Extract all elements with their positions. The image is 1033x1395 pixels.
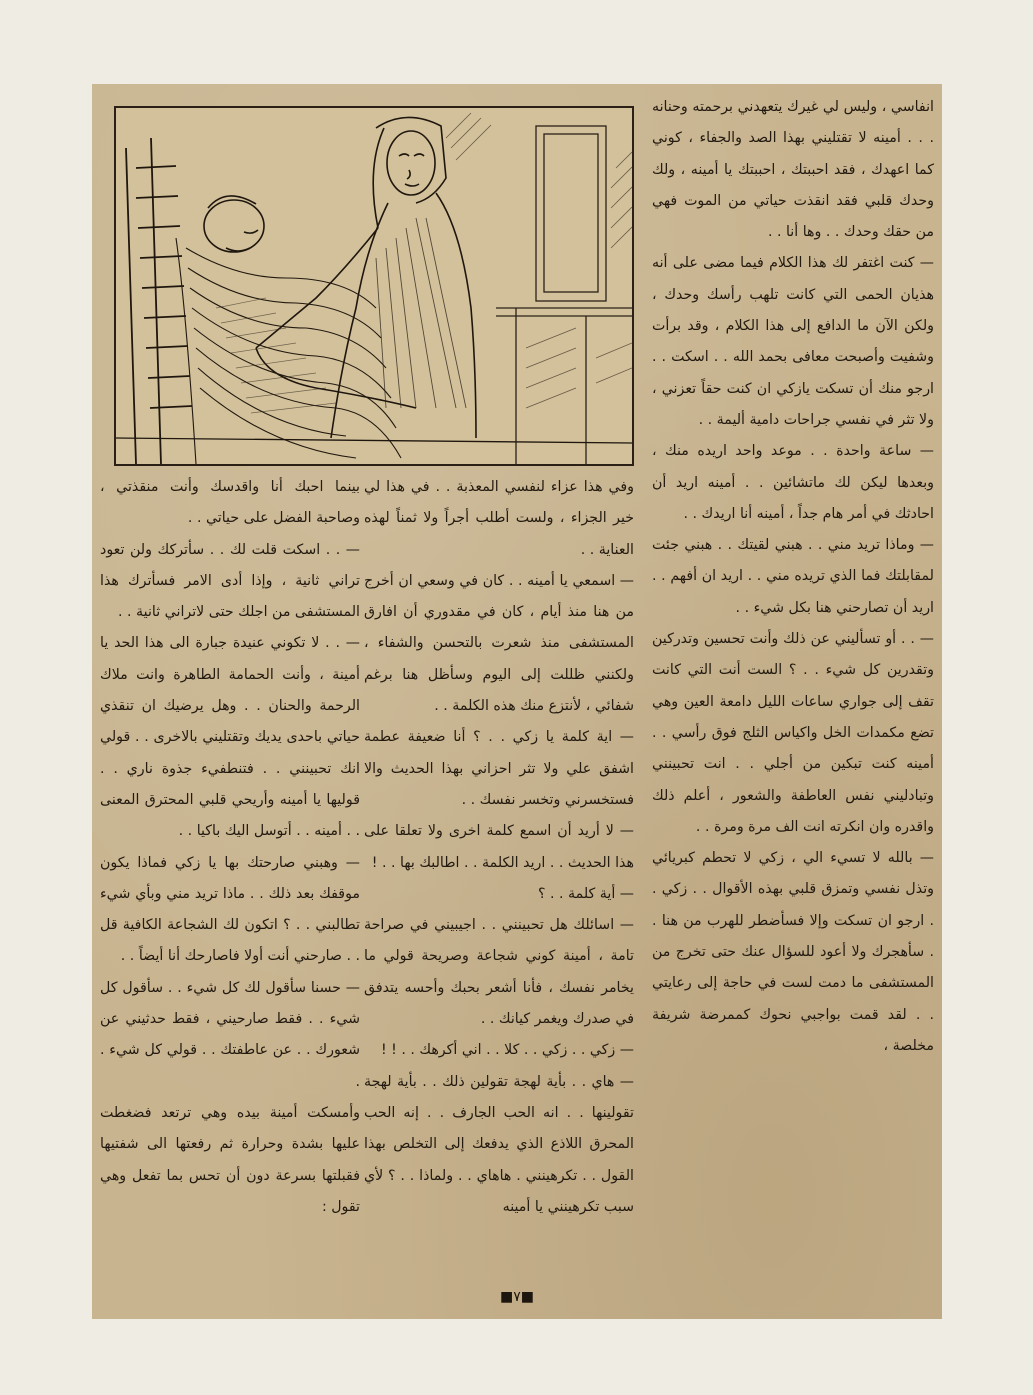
- paragraph: — اسمعي يا أمينه . . كان في وسعي ان أخرج من هنا منذ أيام ، كان في مقدوري أن افارق المستشفى منذ شعرت بالتحسن والشفاء ، ولكنني ظللت إلى اليوم وسأظل هنا برغم شفائي ، لأنتزع منك هذه الكلمة . .: [364, 572, 634, 715]
- paragraph: — اية كلمة يا زكي . . ؟ أنا ضعيفة عطمة اشفق علي ولا تثر احزاني بهذا الحديث والا فستخسرني وتخسر نفسك . .: [364, 729, 634, 808]
- text-column-left: [100, 472, 360, 1223]
- text-column-right: [652, 92, 934, 1062]
- nurse-and-patient-sketch: [116, 108, 632, 464]
- page-number: ■٧■: [500, 1289, 534, 1305]
- magazine-page: [92, 84, 942, 1319]
- paragraph: — هاي . . بأية لهجة تقولين ذلك . . بأية لهجة تقولينها . . انه الحب الجارف . . إنه الحب المحرق اللاذع الذي يدفعك إلى التخلص بهذا القول . . تكرهينني . هاهاي . . ولماذا . . ؟ لأي سبب تكرهينني يا أمينه: [364, 1073, 634, 1215]
- paragraph: — وهبني صارحتك بها يا زكي فماذا يكون موقفك بعد ذلك . . ماذا تريد مني وبأي شيء تطالبني . . ؟ اتكون لك الشجاعة الكافية قل . . صارحني أنت أولا فاصارحك أنا أيضاً . .: [100, 854, 360, 965]
- paragraph: بينما احبك أنا واقدسك وأنت منقذتي ، وصاحبة الفضل على حياتي . .: [100, 479, 360, 527]
- paragraph: — . . أو تسأليني عن ذلك وأنت تحسين وتدركين وتقدرين كل شيء . . ؟ الست أنت التي كانت تقف إلى جواري ساعات الليل دامعة العين وهي تضع مكمدات الخل واكياس الثلج فوق رأسي . . أمينه كنت تبكين من أجلي . . انت تحبينني وتبادليني نفس العاطفة والشعور ، أعلم ذلك واقدره وان انكرته انت الف مرة ومرة . .: [652, 631, 934, 835]
- paragraph: — . . لا تكوني عنيدة جبارة الى هذا الحد يا أمينة ، وأنت الحمامة الطاهرة وانت ملاك الرحمة والحنان . . وهل يرضيك ان تنقذي حياتي باحدى يديك وتقتليني بالاخرى . . قولي انك تحبينني . . فتنطفيء جذوة ناري . . قوليها يا أمينه وأريحي قلبي المحترق المعنى . . أمينه . . أتوسل اليك باكيا . .: [100, 635, 360, 840]
- sketch-illustration: [114, 106, 634, 466]
- paragraph: — لا أريد أن اسمع كلمة اخرى ولا تعلقا على هذا الحديث . . اريد الكلمة . . اطالبك بها . . !: [364, 823, 634, 871]
- paragraph: وأمسكت أمينة بيده وهي ترتعد فضغطت عليها بشدة وحرارة ثم رفعتها الى شفتيها فقبلتها بسرعة دون أن تحس بما تفعل وهي تقول :: [100, 1104, 360, 1215]
- paragraph: — أية كلمة . . ؟: [537, 885, 634, 902]
- paragraph: — ساعة واحدة . . موعد واحد اريده منك ، وبعدها ليكن لك ماتشائين . . أمينه اريد أن احادثك في أمر هام جداً ، أمينه أنا اريدك . .: [652, 443, 934, 522]
- paragraph: — . . اسكت قلت لك . . سأتركك ولن تعود تراني ثانية ، وإذا أدى الامر فسأترك هذا المستشفى من اجلك حتى لاتراني ثانية . .: [100, 541, 360, 621]
- paragraph: انفاسي ، وليس لي غيرك يتعهدني برحمته وحنانه . . . أمينه لا تقتليني بهذا الصد والجفاء ، كوني كما اعهدك ، فقد احببتك ، احببتك يا أمينه ، ولك وحدك قلبي فقد انقذت حياتي من الموت فهي من حقك وحدك . . وها أنا . .: [652, 99, 934, 241]
- paragraph: — زكي . . زكي . . كلا . . اني أكرهك . . ! !: [380, 1042, 634, 1059]
- paragraph: — وماذا تريد مني . . هبني لقيتك . . هبني جئت لمقابلتك فما الذي تريده مني . . اريد ان أفهم . . اريد أن تصارحني هنا بكل شيء . .: [652, 537, 934, 616]
- text-column-middle: [364, 472, 634, 1223]
- paragraph: — بالله لا تسيء الي ، زكي لا تحطم كبريائي وتذل نفسي وتمزق قلبي بهذه الأقوال . . زكي . . ارجو ان تسكت وإلا فسأضطر للهرب من هنا . . سأهجرك ولا أعود للسؤال عنك حتى تخرج من المستشفى ما دمت لست في حاجة إلى رعايتي . . لقد قمت بواجبي نحوك كممرضة شريفة مخلصة ،: [652, 850, 934, 1054]
- paragraph: — اسائلك هل تحبينني . . اجيبيني في صراحة تامة ، أمينة كوني شجاعة وصريحة قولي ما يخامر نفسك ، فأنا أشعر بحبك وأحسه يتدفق في صدرك ويغمر كيانك . .: [364, 917, 634, 1028]
- paragraph: — كنت اغتفر لك هذا الكلام فيما مضى على أنه هذيان الحمى التي كانت تلهب رأسك وحدك ، ولكن الآن ما الدافع إلى هذا الكلام ، وقد برأت وشفيت وأصبحت معافى بحمد الله . . اسكت . . ارجو منك أن تسكت يازكي ان كنت حقاً تعزني ، ولا تثر في نفسي جراحات دامية أليمة . .: [652, 255, 934, 428]
- paragraph: وفي هذا عزاء لنفسي المعذبة . . في هذا لي خير الجزاء ، ولست أطلب أجراً ولا ثمناً لهذه العناية . .: [364, 479, 634, 558]
- paragraph: — حسنا سأقول لك كل شيء . . سأقول كل شيء . . فقط صارحيني ، فقط حدثيني عن شعورك . . عن عاطفتك . . قولي كل شيء . .: [100, 979, 360, 1090]
